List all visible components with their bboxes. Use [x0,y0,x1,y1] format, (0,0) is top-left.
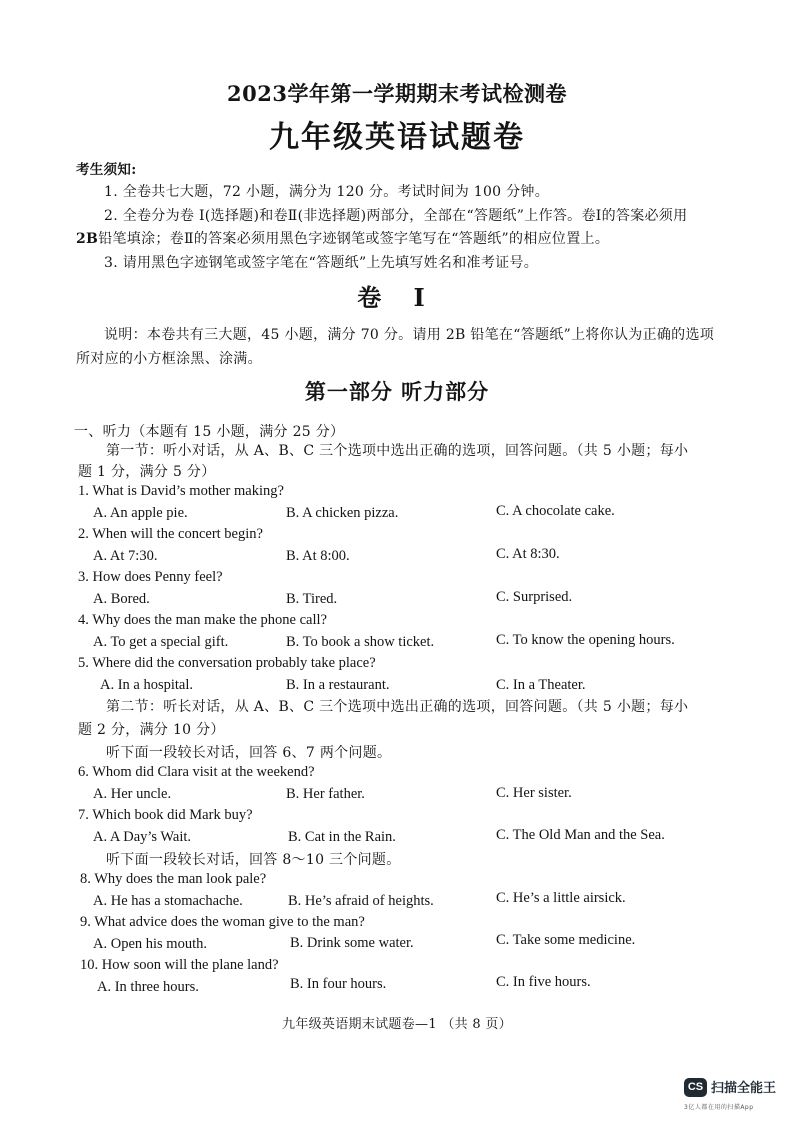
part-title: 第一部分 听力部分 [304,379,490,404]
question-8: 8. Why does the man look pale? [80,871,267,887]
question-4: 4. Why does the man make the phone call? [78,612,327,628]
option-5c: C. In a Theater. [496,677,586,693]
volume-desc-line2: 所对应的小方框涂黑、涂满。 [76,351,262,367]
option-4c: C. To know the opening hours. [496,632,675,648]
option-7a: A. A Day’s Wait. [93,829,192,845]
option-6a: A. Her uncle. [93,786,172,802]
option-9b: B. Drink some water. [290,935,414,951]
dialog-intro-b: 听下面一段较长对话，回答 8～10 三个问题。 [106,852,401,868]
option-8c: C. He’s a little airsick. [496,890,626,906]
question-6: 6. Whom did Clara visit at the weekend? [78,764,315,780]
exam-title: 2023学年第一学期期末考试检测卷 [227,81,567,106]
option-1c: C. A chocolate cake. [496,503,615,519]
option-3c: C. Surprised. [496,589,573,605]
option-7b: B. Cat in the Rain. [288,829,396,845]
option-6b: B. Her father. [286,786,365,802]
option-10a: A. In three hours. [97,979,199,995]
section-title: 一、听力（本题有 15 小题，满分 25 分） [74,424,345,440]
volume-desc-line1: 说明：本卷共有三大题，45 小题，满分 70 分。请用 2B 铅笔在“答题纸”上将你认为正确的选项 [104,327,715,343]
pencil-2b: 2B [76,231,99,247]
volume-title: 卷 I [357,283,437,312]
option-3a: A. Bored. [93,591,150,607]
question-7: 7. Which book did Mark buy? [78,807,253,823]
option-1b: B. A chicken pizza. [286,505,399,521]
option-10c: C. In five hours. [496,974,591,990]
option-9a: A. Open his mouth. [93,936,207,952]
notice-item-1: 1. 全卷共七大题，72 小题，满分为 120 分。考试时间为 100 分钟。 [104,184,550,200]
option-8a: A. He has a stomachache. [93,893,243,909]
camscanner-logo-icon: CS [684,1078,707,1097]
option-2b: B. At 8:00. [286,548,350,564]
option-4b: B. To book a show ticket. [286,634,435,650]
watermark-tagline: 3亿人都在用的扫描App [684,1104,754,1111]
question-5: 5. Where did the conversation probably take place? [78,655,376,671]
notice-item-3: 3. 请用黑色字迹钢笔或签字笔在“答题纸”上先填写姓名和准考证号。 [104,255,539,271]
scanner-watermark [684,1075,794,1120]
option-3b: B. Tired. [286,591,338,607]
section-sub1-line2: 题 1 分，满分 5 分） [78,464,216,480]
option-2a: A. At 7:30. [93,548,158,564]
notice-item-2-cont [76,228,609,248]
question-3: 3. How does Penny feel? [78,569,223,585]
page-footer: 九年级英语期末试题卷—1 （共 8 页） [282,1017,512,1032]
section-sub1-line1: 第一节：听小对话，从 A、B、C 三个选项中选出正确的选项，回答问题。（共 5 小题；每小 [106,443,689,459]
option-5a: A. In a hospital. [100,677,194,693]
paper-title: 九年级英语试题卷 [269,120,525,155]
notice-item-2-text: 铅笔填涂；卷Ⅱ的答案必须用黑色字迹钢笔或签字笔写在“答题纸”的相应位置上。 [98,231,610,247]
section-sub2-line2: 题 2 分，满分 10 分） [78,722,225,738]
option-4a: A. To get a special gift. [93,634,229,650]
option-9c: C. Take some medicine. [496,932,636,948]
question-2: 2. When will the concert begin? [78,526,263,542]
option-10b: B. In four hours. [290,976,387,992]
option-5b: B. In a restaurant. [286,677,390,693]
watermark-app-name: 扫描全能王 [711,1081,777,1096]
notice-item-2: 2. 全卷分为卷 I(选择题)和卷Ⅱ(非选择题)两部分，全部在“答题纸”上作答。卷Ⅰ的答案必须用 [104,208,688,224]
option-2c: C. At 8:30. [496,546,560,562]
dialog-intro-a: 听下面一段较长对话，回答 6、7 两个问题。 [106,745,392,761]
section-sub2-line1: 第二节：听长对话，从 A、B、C 三个选项中选出正确的选项，回答问题。（共 5 小题；每小 [106,699,689,715]
option-1a: A. An apple pie. [93,505,188,521]
option-8b: B. He’s afraid of heights. [288,893,434,909]
question-9: 9. What advice does the woman give to the man? [80,914,365,930]
option-7c: C. The Old Man and the Sea. [496,827,665,843]
notice-heading: 考生须知: [76,162,137,178]
question-1: 1. What is David’s mother making? [78,483,284,499]
question-10: 10. How soon will the plane land? [80,957,279,973]
option-6c: C. Her sister. [496,785,572,801]
